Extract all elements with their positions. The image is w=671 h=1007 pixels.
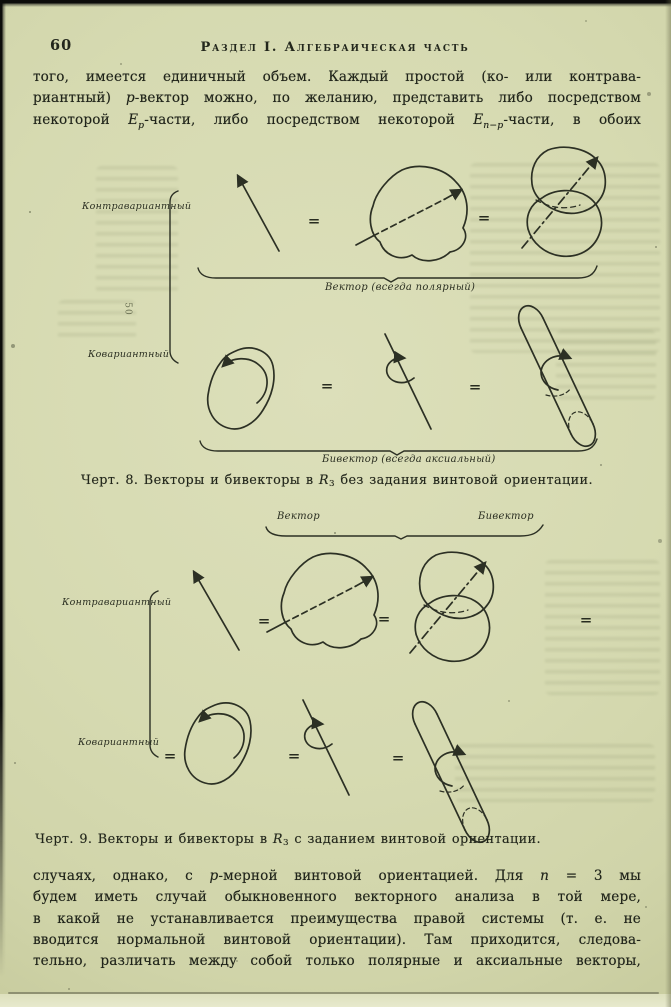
- fig8-bivector-group-label: Бивектор (всегда аксиальный): [322, 454, 496, 465]
- equals-sign: =: [468, 378, 482, 396]
- equals-sign: =: [477, 209, 491, 227]
- equals-sign: =: [163, 747, 177, 765]
- running-header: Раздел I. Алгебраическая часть: [200, 40, 470, 55]
- paragraph-line: тельно, различать между собой только полярные и аксиальные векторы,: [33, 953, 641, 970]
- fig8-contravariant-label: Контравариантный: [82, 201, 192, 212]
- figure9-art: [150, 552, 493, 842]
- paragraph-line: некоторой $E_p$-части, либо посредством некоторой $E_{n-p}$-части, в обоих: [33, 111, 641, 131]
- scan-edge-top: [0, 0, 671, 7]
- fig9-caption: Черт. 9. Векторы и бивекторы в $R_3$ с заданием винтовой ориентации.: [35, 832, 541, 848]
- equals-sign: =: [257, 612, 271, 630]
- fig9-contravariant-label: Контравариантный: [62, 597, 172, 608]
- scan-edge-right: [665, 0, 671, 1007]
- paragraph-line: случаях, однако, с p-мерной винтовой ориентацией. Для n = 3 мы: [33, 868, 641, 884]
- paragraph-line: будем иметь случай обыкновенного векторного анализа в той мере,: [33, 889, 641, 906]
- equals-sign: =: [307, 212, 321, 230]
- fig8-vector-group-label: Вектор (всегда полярный): [325, 282, 476, 293]
- scan-edge-left: [0, 0, 6, 1007]
- double-blob-with-arrow: [522, 147, 605, 256]
- equals-sign: =: [377, 610, 391, 628]
- divider-vector-label: Вектор: [277, 511, 320, 522]
- fig8-caption: Черт. 8. Векторы и бивекторы в $R_3$ без задания винтовой ориентации.: [81, 473, 593, 489]
- page-number: 60: [50, 37, 73, 54]
- blob-with-circular-arrow: [208, 348, 274, 429]
- paragraph-line: в какой не устанавливается преимущества правой системы (т. е. не: [33, 910, 641, 927]
- paragraph-line: вводится нормальной винтовой ориентации). Там приходится, следова-: [33, 931, 641, 948]
- divider-bivector-label: Бивектор: [478, 511, 534, 522]
- paragraph-line: риантный) p-вектор можно, по желанию, представить либо посредством: [33, 90, 641, 107]
- paragraph-line: того, имеется единичный объем. Каждый простой (ко- или контрава-: [33, 69, 641, 85]
- equals-sign: =: [579, 611, 593, 629]
- page-bottom-edge-line: [8, 992, 659, 994]
- equals-sign: =: [391, 749, 405, 767]
- cylinder-with-rotation-arrows: [519, 306, 596, 446]
- fig8-covariant-label: Ковариантный: [88, 349, 170, 360]
- paragraph-top: [33, 67, 641, 131]
- equals-sign: =: [287, 747, 301, 765]
- page-bottom-strip: [0, 994, 671, 1007]
- paragraph-bottom: [33, 866, 641, 972]
- fig9-covariant-label: Ковариантный: [78, 737, 160, 748]
- gutter-signature-mark: 50: [122, 302, 133, 316]
- blob-with-arrow: [356, 166, 467, 260]
- divider-brace: [266, 525, 543, 539]
- figure8-art: [170, 147, 605, 455]
- line-with-rotation-arrow: [385, 334, 431, 429]
- equals-sign: =: [320, 377, 334, 395]
